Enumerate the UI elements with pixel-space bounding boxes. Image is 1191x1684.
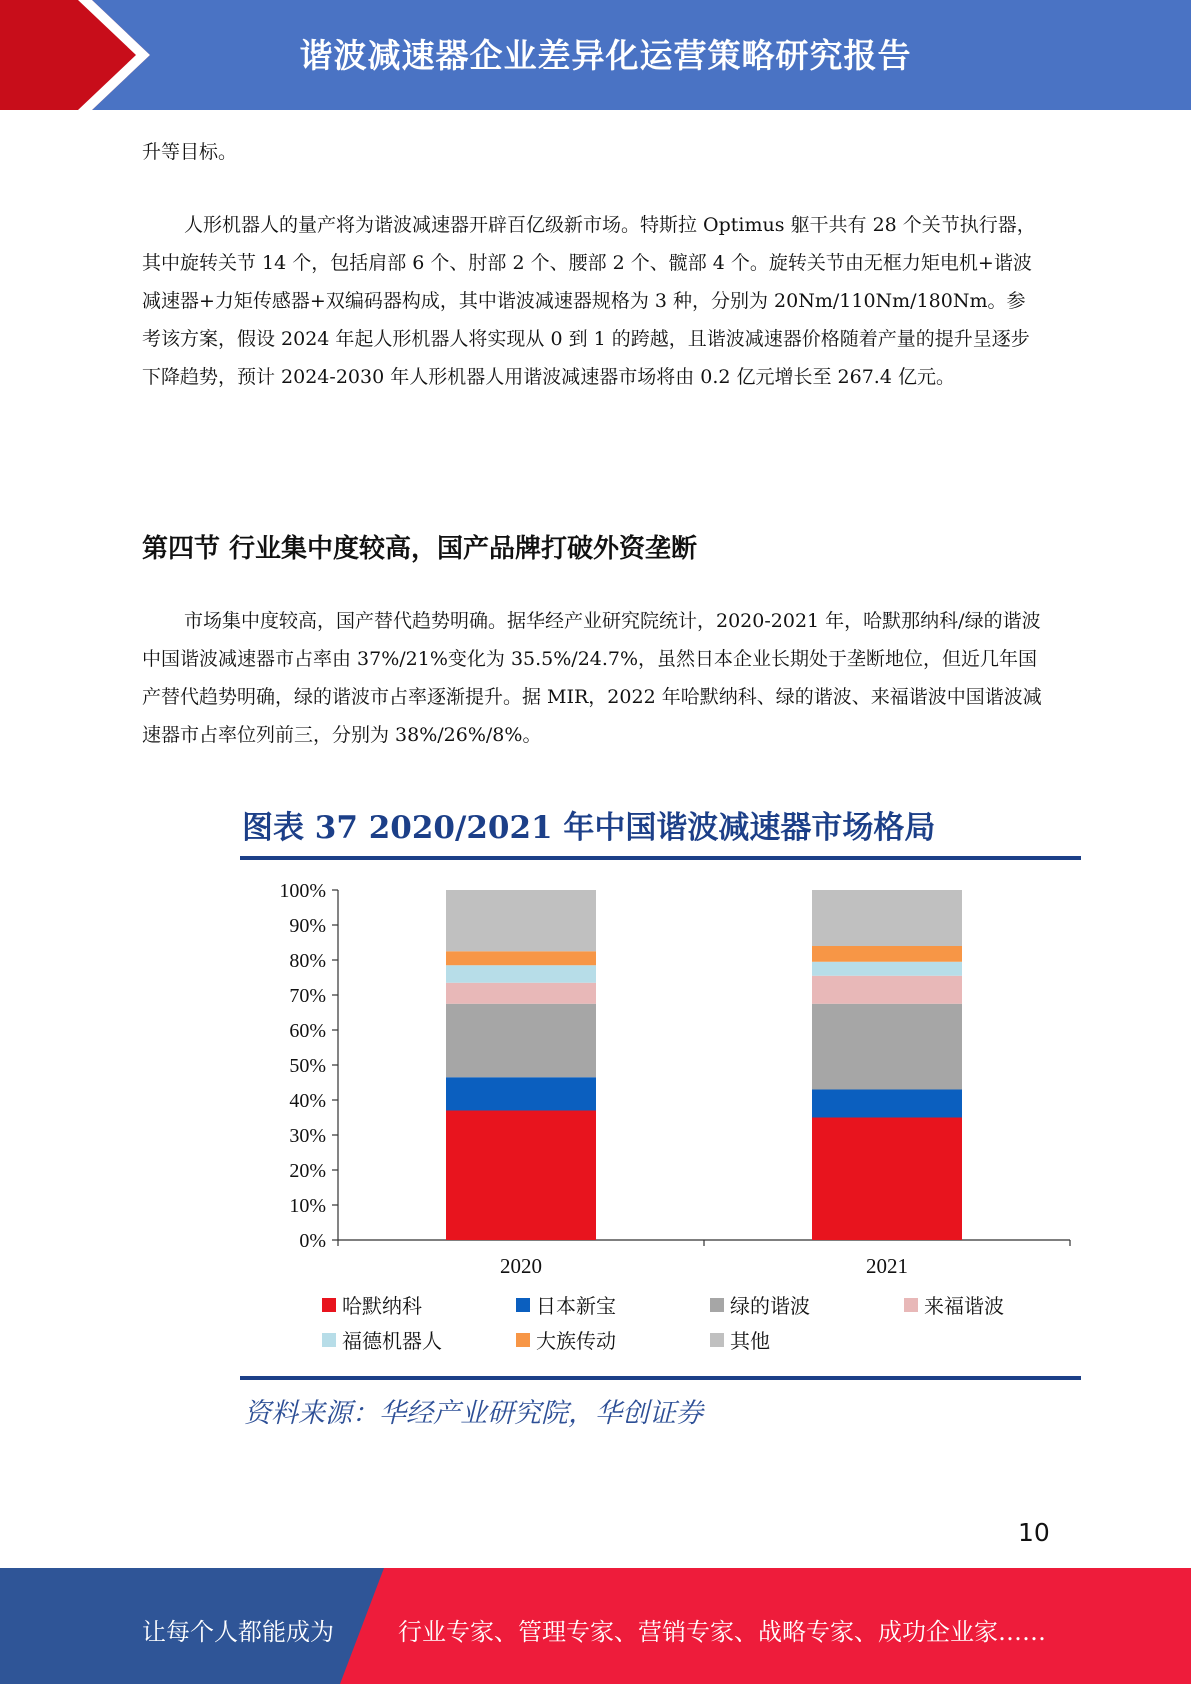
bar-segment xyxy=(446,890,596,951)
page-number: 10 xyxy=(1018,1518,1050,1547)
bar-segment xyxy=(446,1111,596,1241)
legend-label: 来福谐波 xyxy=(924,1294,1004,1318)
legend-item xyxy=(322,1290,422,1319)
paragraph-market-concentration xyxy=(142,602,1042,754)
legend-item xyxy=(322,1325,442,1354)
paragraph-humanoid-robot xyxy=(142,206,1042,396)
bar-segment xyxy=(446,1004,596,1078)
legend-item xyxy=(904,1290,1004,1319)
legend-swatch xyxy=(516,1333,530,1347)
y-tick-label: 90% xyxy=(289,915,326,937)
y-tick-label: 60% xyxy=(289,1020,326,1042)
legend-label: 其他 xyxy=(730,1329,770,1353)
bar-segment xyxy=(446,951,596,965)
y-tick-label: 0% xyxy=(299,1230,326,1252)
paragraph-market-concentration-text: 市场集中度较高，国产替代趋势明确。据华经产业研究院统计，2020-2021 年，哈默那纳科/绿的谐波中国谐波减速器市占率由 37%/21%变化为 35.5%/24.7%，虽然日本企业长期处于垄断地位，但近几年国产替代趋势明确，绿的谐波市占率逐渐提升。据 MIR，2022 年哈默纳科、绿的谐波、来福谐波中国谐波减速器市占率位列前三，分别为 38%/26%/8%。 xyxy=(142,610,1042,746)
y-tick-label: 80% xyxy=(289,950,326,972)
bar-segment xyxy=(812,1004,962,1090)
legend-swatch xyxy=(710,1298,724,1312)
legend-item xyxy=(710,1325,770,1354)
bar-segment xyxy=(812,1118,962,1241)
legend-swatch xyxy=(322,1333,336,1347)
legend-swatch xyxy=(516,1298,530,1312)
bar-segment xyxy=(446,965,596,983)
x-tick-label: 2021 xyxy=(866,1254,908,1278)
legend-label: 绿的谐波 xyxy=(730,1294,810,1318)
stacked-bar-chart xyxy=(240,870,1080,1284)
figure-title: 图表 37 2020/2021 年中国谐波减速器市场格局 xyxy=(242,810,936,846)
legend-swatch xyxy=(904,1298,918,1312)
paragraph-humanoid-robot-text: 人形机器人的量产将为谐波减速器开辟百亿级新市场。特斯拉 Optimus 躯干共有 28 个关节执行器，其中旋转关节 14 个，包括肩部 6 个、肘部 2 个、腰部 2 个、髋部 4 个。旋转关节由无框力矩电机+谐波减速器+力矩传感器+双编码器构成，其中谐波减速器规格为 3 种，分别为 20Nm/110Nm/180Nm。参考该方案，假设 2024 年起人形机器人将实现从 0 到 1 的跨越，且谐波减速器价格随着产量的提升呈逐步下降趋势，预计 2024-2030 年人形机器人用谐波减速器市场将由 0.2 亿元增长至 267.4 亿元。 xyxy=(142,214,1036,388)
legend-label: 大族传动 xyxy=(536,1329,616,1353)
bar-segment xyxy=(812,962,962,976)
footer-slogan-right: 行业专家、管理专家、营销专家、战略专家、成功企业家…… xyxy=(398,1618,1046,1646)
report-title: 谐波减速器企业差异化运营策略研究报告 xyxy=(299,36,912,75)
bar-segment xyxy=(812,976,962,1004)
x-tick-label: 2020 xyxy=(500,1254,542,1278)
legend-item xyxy=(516,1290,616,1319)
y-tick-label: 40% xyxy=(289,1090,326,1112)
y-tick-label: 30% xyxy=(289,1125,326,1147)
figure-bottom-rule xyxy=(240,1376,1081,1380)
y-tick-label: 100% xyxy=(279,880,326,902)
footer-slogan-left: 让每个人都能成为 xyxy=(142,1618,334,1646)
legend-label: 日本新宝 xyxy=(536,1294,616,1318)
y-tick-label: 50% xyxy=(289,1055,326,1077)
y-tick-label: 10% xyxy=(289,1195,326,1217)
paragraph-continuation: 升等目标。 xyxy=(142,141,238,163)
page-header xyxy=(0,0,1191,110)
section-heading: 第四节 行业集中度较高，国产品牌打破外资垄断 xyxy=(142,534,698,564)
legend-label: 福德机器人 xyxy=(342,1329,442,1353)
bar-segment xyxy=(446,983,596,1004)
figure-source: 资料来源：华经产业研究院，华创证券 xyxy=(244,1398,703,1429)
legend-swatch xyxy=(322,1298,336,1312)
y-tick-label: 70% xyxy=(289,985,326,1007)
legend-item xyxy=(516,1325,616,1354)
page-footer xyxy=(0,1568,1191,1684)
figure-top-rule xyxy=(240,856,1081,860)
legend-label: 哈默纳科 xyxy=(342,1294,422,1318)
legend-swatch xyxy=(710,1333,724,1347)
y-tick-label: 20% xyxy=(289,1160,326,1182)
bar-segment xyxy=(812,890,962,946)
legend-item xyxy=(710,1290,810,1319)
bar-segment xyxy=(446,1077,596,1110)
chart-svg xyxy=(240,870,1080,1280)
bar-segment xyxy=(812,946,962,962)
bar-segment xyxy=(812,1090,962,1118)
